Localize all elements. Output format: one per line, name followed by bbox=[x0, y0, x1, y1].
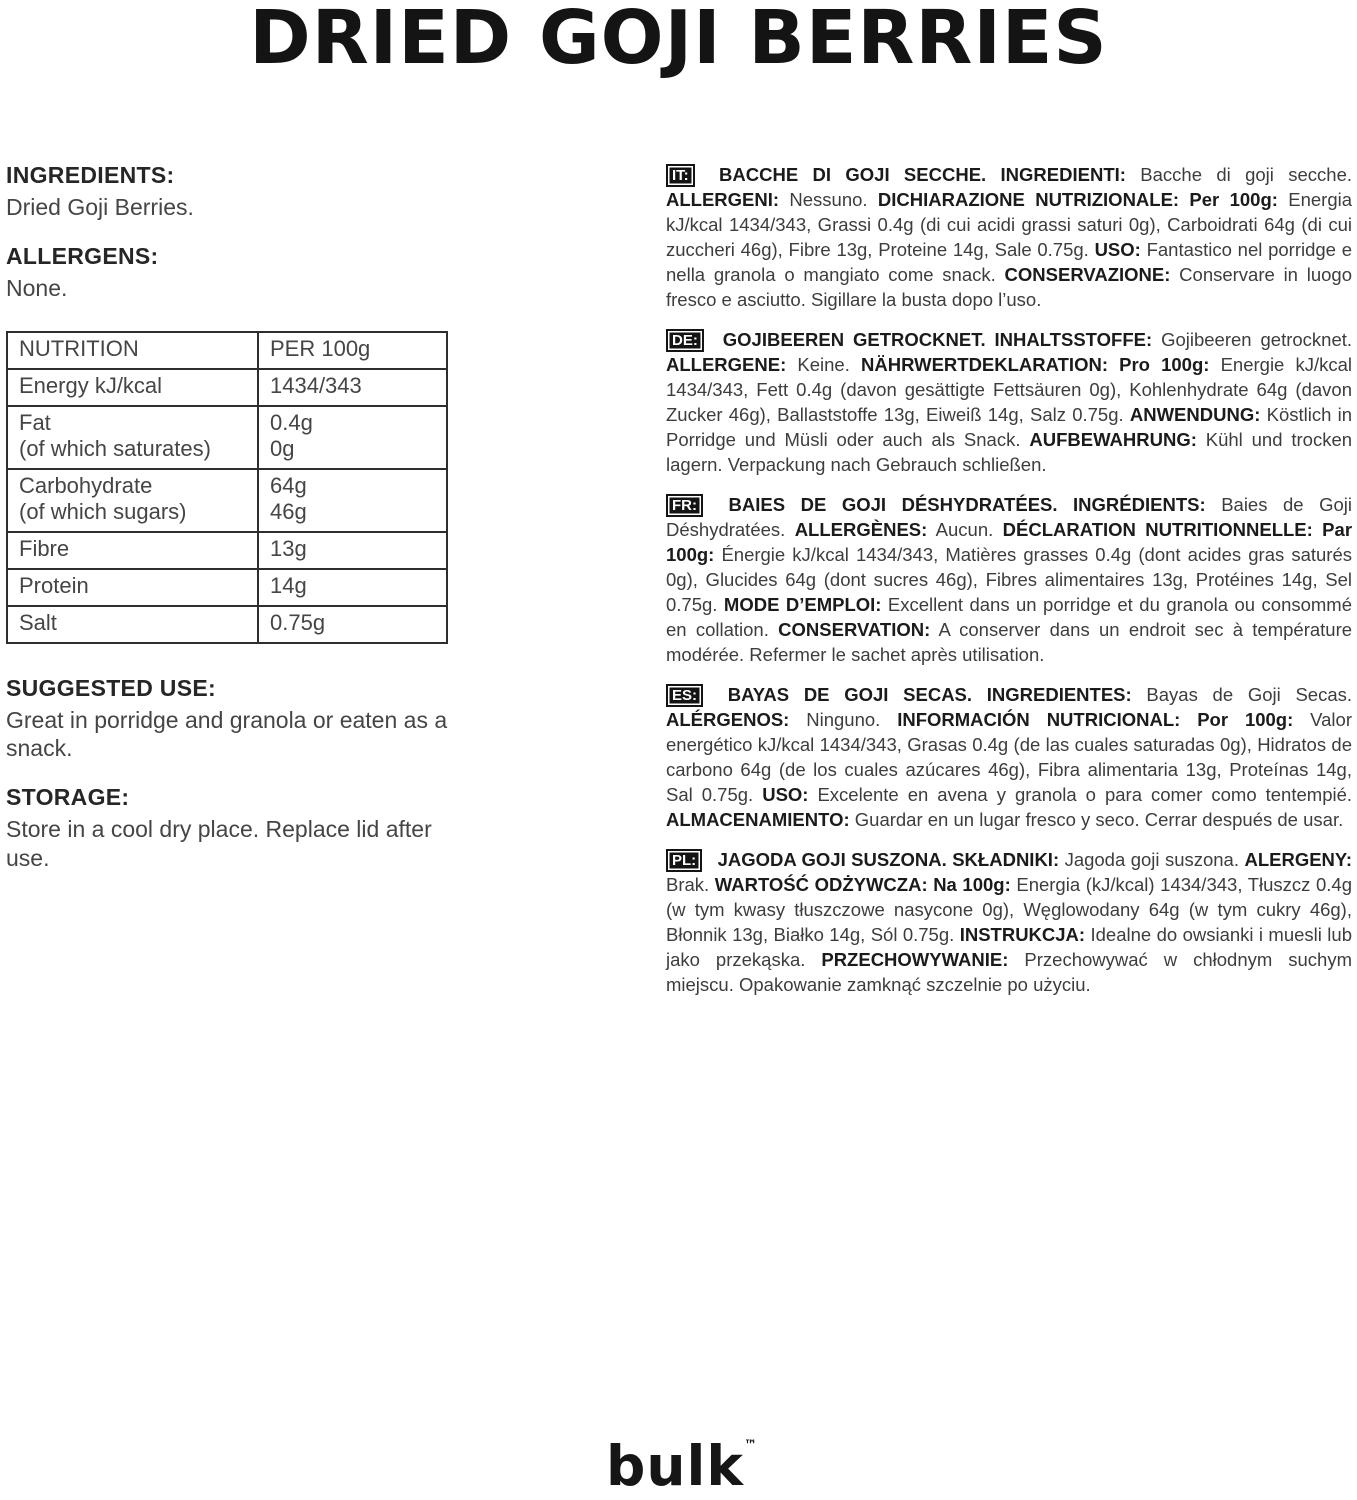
lang-bold-text: ALLERGÈNES: bbox=[794, 519, 928, 540]
ingredients-section bbox=[6, 162, 448, 222]
table-header-nutrition: NUTRITION bbox=[7, 332, 258, 369]
table-cell-line: 46g bbox=[270, 498, 307, 524]
nutrition-table bbox=[6, 331, 448, 644]
lang-text: Aucun. bbox=[935, 519, 994, 540]
ingredients-heading: INGREDIENTS: bbox=[6, 162, 175, 188]
table-row bbox=[7, 532, 447, 569]
lang-bold-text: BACCHE DI GOJI SECCHE. INGREDIENTI: bbox=[719, 164, 1126, 185]
lang-badge-es: ES: bbox=[666, 684, 703, 707]
lang-text: Gojibeeren getrocknet. bbox=[1161, 329, 1353, 350]
lang-text: Baies de Goji Déshydratées. bbox=[666, 494, 1353, 540]
allergens-section bbox=[6, 243, 448, 303]
lang-bold-text: INFORMACIÓN NUTRICIONAL: Por 100g: bbox=[897, 709, 1294, 730]
lang-paragraph-it bbox=[666, 162, 1352, 312]
lang-text: Conservare in luogo fresco e asciutto. Sigillare la busta dopo l’uso. bbox=[666, 264, 1353, 310]
storage-text: Store in a cool dry place. Replace lid after use. bbox=[6, 816, 432, 871]
table-cell-label bbox=[7, 406, 258, 469]
storage-section bbox=[6, 784, 448, 873]
lang-bold-text: DICHIARAZIONE NUTRIZIONALE: Per 100g: bbox=[877, 189, 1278, 210]
lang-text: Kühl und trocken lagern. Verpackung nach Gebrauch schließen. bbox=[666, 429, 1353, 475]
table-cell-label: Fibre bbox=[7, 532, 258, 569]
lang-bold-text: GOJIBEEREN GETROCKNET. INHALTSSTOFFE: bbox=[722, 329, 1153, 350]
table-cell-line: (of which saturates) bbox=[19, 435, 211, 461]
table-header-row bbox=[7, 332, 447, 369]
lang-text: Idealne do owsianki i muesli lub jako przekąska. bbox=[666, 924, 1352, 970]
lang-bold-text: AUFBEWAHRUNG: bbox=[1029, 429, 1197, 450]
lang-text: Bayas de Goji Secas. bbox=[1146, 684, 1353, 705]
table-cell-value: 1434/343 bbox=[258, 369, 447, 406]
brand-logo-text: bulk bbox=[606, 1434, 745, 1498]
storage-heading: STORAGE: bbox=[6, 784, 130, 810]
lang-bold-text: ALLERGENE: bbox=[666, 354, 787, 375]
table-cell-line: 0g bbox=[270, 435, 295, 461]
lang-bold-text: NÄHRWERTDEKLARATION: Pro 100g: bbox=[861, 354, 1210, 375]
lang-paragraph-fr bbox=[666, 492, 1352, 667]
lang-bold-text: CONSERVAZIONE: bbox=[1004, 264, 1171, 285]
lang-text: Nessuno. bbox=[789, 189, 868, 210]
allergens-heading: ALLERGENS: bbox=[6, 242, 159, 269]
table-cell-value: 0.75g bbox=[258, 606, 447, 643]
lang-text: Excelente en avena y granola o para comer como tentempié. bbox=[817, 784, 1353, 805]
lang-text: Przechowywać w chłodnym suchym miejscu. Opakowanie zamknąć szczelnie po użyciu. bbox=[666, 949, 1352, 995]
table-cell-line: 0.4g bbox=[270, 409, 313, 435]
translations-column bbox=[666, 162, 1352, 1012]
lang-bold-text: USO: bbox=[762, 784, 809, 805]
lang-text: Energie kJ/kcal 1434/343, Fett 0.4g (davon gesättigte Fettsäuren 0g), Kohlenhydrate 64g (davon Zucker 46g), Ballaststoffe 13g, Eiweiß 14g, Salz 0.75g. bbox=[666, 354, 1353, 425]
lang-badge-fr: FR: bbox=[666, 494, 703, 517]
table-cell-label: Protein bbox=[7, 569, 258, 606]
brand-logo bbox=[606, 1418, 758, 1498]
table-cell-line: Fat bbox=[19, 409, 51, 435]
lang-bold-text: USO: bbox=[1094, 239, 1141, 260]
lang-paragraph-es bbox=[666, 682, 1352, 832]
lang-bold-text: ALERGENY: bbox=[1244, 849, 1353, 870]
ingredients-text: Dried Goji Berries. bbox=[6, 194, 194, 220]
lang-text: Guardar en un lugar fresco y seco. Cerrar después de usar. bbox=[854, 809, 1344, 830]
table-cell-line: (of which sugars) bbox=[19, 498, 187, 524]
lang-bold-text: ALÉRGENOS: bbox=[666, 709, 790, 730]
lang-text: Excellent dans un porridge et du granola ou consommé en collation. bbox=[666, 594, 1353, 640]
table-cell-value: 13g bbox=[258, 532, 447, 569]
table-cell-value: 14g bbox=[258, 569, 447, 606]
lang-badge-it: IT: bbox=[666, 164, 695, 187]
lang-bold-text: PRZECHOWYWANIE: bbox=[821, 949, 1009, 970]
suggested-use-text: Great in porridge and granola or eaten as a snack. bbox=[6, 706, 448, 762]
table-row bbox=[7, 569, 447, 606]
table-row bbox=[7, 606, 447, 643]
lang-bold-text: CONSERVATION: bbox=[778, 619, 931, 640]
lang-text: Énergie kJ/kcal 1434/343, Matières grasses 0.4g (dont acides gras saturés 0g), Glucides 64g (dont sucres 46g), Fibres alimentaires 13g, Protéines 14g, Sel 0.75g. bbox=[666, 544, 1352, 615]
lang-bold-text: ANWENDUNG: bbox=[1129, 404, 1261, 425]
suggested-use-section bbox=[6, 675, 448, 764]
lang-text: Jagoda goji suszona. bbox=[1064, 849, 1239, 870]
lang-text: Keine. bbox=[797, 354, 850, 375]
page-title: DRIED GOJI BERRIES bbox=[249, 0, 1108, 81]
lang-bold-text: BAIES DE GOJI DÉSHYDRATÉES. INGRÉDIENTS: bbox=[728, 494, 1206, 515]
table-row bbox=[7, 369, 447, 406]
table-cell-value bbox=[258, 469, 447, 532]
table-cell-line: Carbohydrate bbox=[19, 472, 153, 498]
lang-text: Energia (kJ/kcal) 1434/343, Tłuszcz 0.4g (w tym kwasy tłuszczowe nasycone 0g), Węglowodany 64g (w tym cukry 46g), Błonnik 13g, Białko 14g, Sól 0.75g. bbox=[666, 874, 1353, 945]
table-cell-label: Salt bbox=[7, 606, 258, 643]
left-column bbox=[6, 162, 448, 1012]
lang-bold-text: JAGODA GOJI SUSZONA. SKŁADNIKI: bbox=[717, 849, 1060, 870]
lang-text: A conserver dans un endroit sec à température modérée. Refermer le sachet après utilisation. bbox=[666, 619, 1353, 665]
label-content bbox=[0, 162, 1357, 1012]
lang-text: Energia kJ/kcal 1434/343, Grassi 0.4g (di cui acidi grassi saturi 0g), Carboidrati 64g (di cui zuccheri 46g), Fibre 13g, Proteine 14g, Sale 0.75g. bbox=[666, 189, 1353, 260]
allergens-text: None. bbox=[6, 274, 68, 301]
table-row bbox=[7, 406, 447, 469]
lang-bold-text: INSTRUKCJA: bbox=[959, 924, 1086, 945]
lang-text: Bacche di goji secche. bbox=[1140, 164, 1352, 185]
lang-bold-text: DÉCLARATION NUTRITIONNELLE: Par 100g: bbox=[666, 519, 1353, 565]
lang-bold-text: WARTOŚĆ ODŻYWCZA: Na 100g: bbox=[714, 874, 1011, 895]
lang-text: Fantastico nel porridge e nella granola o mangiato come snack. bbox=[666, 239, 1353, 285]
lang-paragraph-pl bbox=[666, 847, 1352, 997]
table-cell-line: 64g bbox=[270, 472, 307, 498]
table-cell-label: Energy kJ/kcal bbox=[7, 369, 258, 406]
lang-text: Ninguno. bbox=[806, 709, 881, 730]
trademark-symbol: ™ bbox=[744, 1438, 758, 1453]
lang-text: Brak. bbox=[666, 874, 710, 895]
lang-bold-text: MODE D’EMPLOI: bbox=[723, 594, 882, 615]
suggested-use-heading: SUGGESTED USE: bbox=[6, 674, 216, 701]
lang-text: Valor energético kJ/kcal 1434/343, Grasas 0.4g (de las cuales saturadas 0g), Hidratos de carbono 64g (de los cuales azúcares 46g), Fibra alimentaria 13g, Proteínas 14g, Sal 0.75g. bbox=[666, 709, 1352, 805]
table-cell-label bbox=[7, 469, 258, 532]
lang-badge-de: DE: bbox=[666, 329, 704, 352]
lang-bold-text: ALMACENAMIENTO: bbox=[666, 809, 850, 830]
lang-paragraph-de bbox=[666, 327, 1352, 477]
lang-badge-pl: PL: bbox=[666, 849, 702, 872]
table-row bbox=[7, 469, 447, 532]
lang-bold-text: BAYAS DE GOJI SECAS. INGREDIENTES: bbox=[727, 684, 1132, 705]
lang-bold-text: ALLERGENI: bbox=[666, 189, 780, 210]
table-header-per100g: PER 100g bbox=[258, 332, 447, 369]
lang-text: Köstlich in Porridge und Müsli oder auch als Snack. bbox=[666, 404, 1353, 450]
table-cell-value bbox=[258, 406, 447, 469]
